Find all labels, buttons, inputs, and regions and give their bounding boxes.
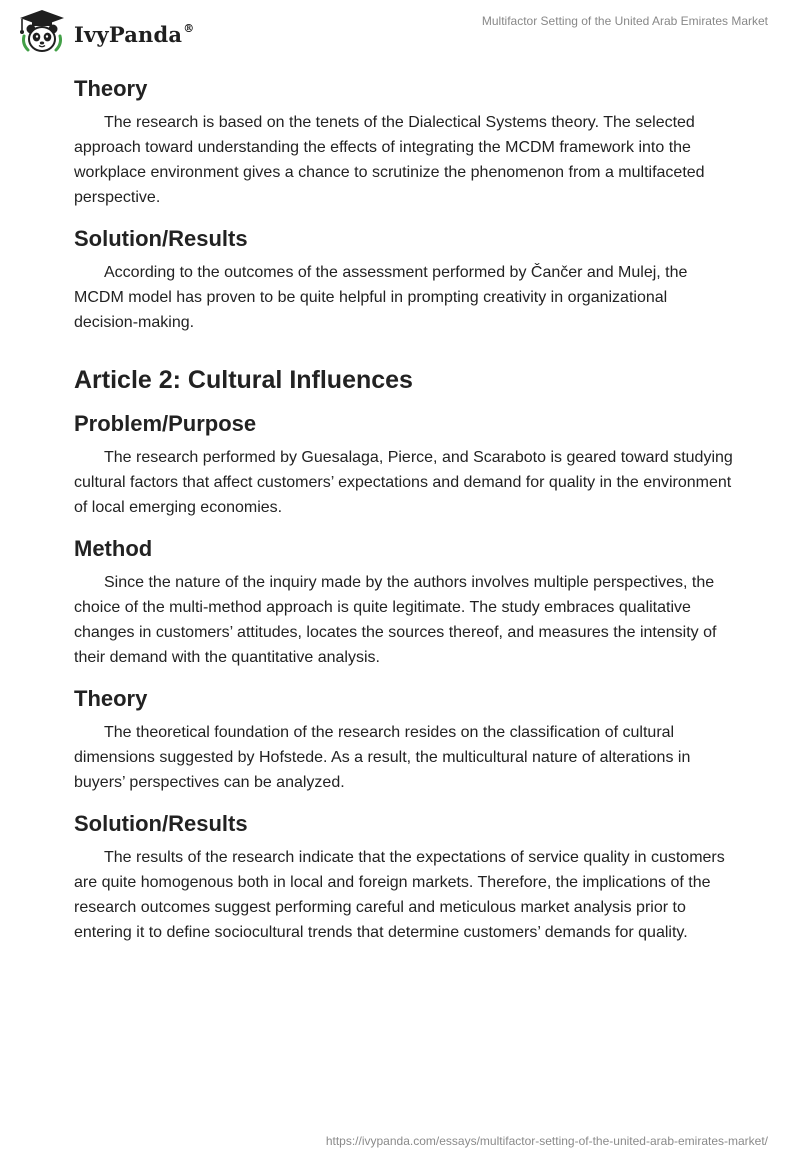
panda-graduate-icon (14, 8, 70, 56)
source-url-link[interactable]: https://ivypanda.com/essays/multifactor-setting-of-the-united-arab-emirates-market/ (325, 1134, 768, 1148)
page-header (0, 0, 800, 62)
ivypanda-logo[interactable] (14, 8, 194, 56)
section-heading: Theory (74, 686, 148, 711)
section-heading: Problem/Purpose (74, 411, 257, 436)
section-heading: Method (74, 536, 153, 561)
section-solution-results-2 (74, 805, 734, 945)
section-theory-2 (74, 680, 734, 795)
section-theory (74, 70, 734, 210)
section-paragraph: The research performed by Guesalaga, Pierce, and Scaraboto is geared toward studying cultural factors that affect customers’ expectations and demand for quality in the environment of local emerging economies. (74, 449, 733, 516)
brand-name-text: IvyPanda (74, 21, 183, 47)
article-2-title: Article 2: Cultural Influences (74, 366, 413, 394)
section-paragraph: The theoretical foundation of the research resides on the classification of cultural dimensions suggested by Hofstede. As a result, the multicultural nature of alterations in buyers’ perspectives can be analyzed. (74, 724, 691, 791)
section-heading: Theory (74, 76, 148, 101)
brand-name (74, 22, 194, 47)
section-paragraph: The research is based on the tenets of the Dialectical Systems theory. The selected approach toward understanding the effects of integrating the MCDM framework into the workplace environment gives a chance to scrutinize the phenomenon from a multifaceted perspective. (74, 114, 705, 206)
section-paragraph: The results of the research indicate that the expectations of service quality in customers are quite homogenous both in local and foreign markets. Therefore, the implications of the research outcomes suggest performing careful and meticulous market analysis prior to entering it to define sociocultural trends that determine customers’ demands for quality. (74, 849, 725, 941)
section-paragraph: Since the nature of the inquiry made by the authors involves multiple perspectives, the choice of the multi-method approach is quite legitimate. The study embraces qualitative changes in customers’ attitudes, locates the sources thereof, and measures the intensity of their demand with the quantitative analysis. (74, 574, 717, 666)
section-heading: Solution/Results (74, 811, 248, 836)
section-solution-results (74, 220, 734, 335)
section-method (74, 530, 734, 670)
registered-mark: ® (183, 21, 195, 35)
section-problem-purpose (74, 405, 734, 520)
section-paragraph: According to the outcomes of the assessment performed by Čančer and Mulej, the MCDM model has proven to be quite helpful in prompting creativity in organizational decision-making. (74, 264, 688, 331)
document-body (74, 70, 734, 955)
section-heading: Solution/Results (74, 226, 248, 251)
running-title: Multifactor Setting of the United Arab Emirates Market (481, 14, 768, 28)
